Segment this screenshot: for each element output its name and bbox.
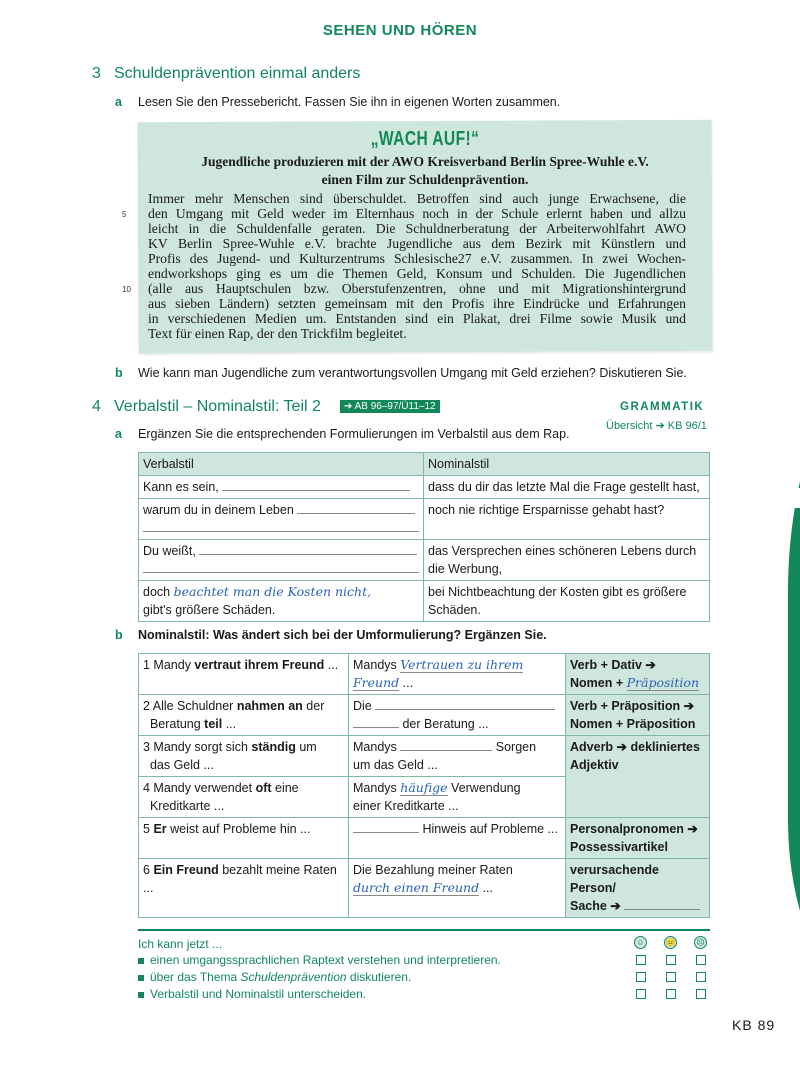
answer-blank[interactable] [297,502,415,514]
press-line-5: Profis des Jugend- und Kulturzentrums Schlesische27 e.V. zusammen. In zwei Wochen- [148,251,686,266]
nominal-cell-3: das Versprechen eines schöneren Lebens durch die Werbung, [424,540,710,581]
line-number-10: 10 [122,285,131,294]
press-line-3: leicht in die Schuldenfalle geraten. Die Schuldnerberatung der Arbeiterwohlfahrt AWO [148,221,686,236]
b-row4-nominal: Mandys häufige Verwendung einer Kreditkarte ... [349,777,566,818]
b-row2-sentence: 2 Alle Schuldner nahmen an der Beratung teil ... [139,695,349,736]
section-title: SEHEN UND HÖREN [322,22,478,39]
b-row6-sentence: 6 Ein Freund bezahlt meine Raten ... [139,859,349,918]
handwritten-answer[interactable]: häufige [400,780,448,795]
checkbox-neutral-3[interactable] [666,989,676,999]
b-row4-sentence: 4 Mandy verwendet oft eine Kreditkarte ... [139,777,349,818]
nominalstil-table [138,653,710,918]
table-row [139,476,710,499]
b-row6-nominal: Die Bezahlung meiner Raten durch einen Freund ... [349,859,566,918]
self-assessment-item-2: über das Thema Schuldenprävention diskutieren. [138,970,411,984]
task-3a-letter: a [115,95,122,109]
press-line-6: endworkshops ging es um die Themen Geld, Konsum und Schulden. Die Jugendlichen [148,266,686,281]
task-3-title: Schuldenprävention einmal anders [114,65,361,82]
answer-blank[interactable] [143,561,419,573]
answer-blank[interactable] [624,898,700,910]
b-row1-nominal: Mandys Vertrauen zu ihrem Freund ... [349,654,566,695]
table-row [139,736,710,777]
bullet-icon [138,975,144,981]
nominal-cell-1: dass du dir das letzte Mal die Frage gestellt hast, [424,476,710,499]
press-line-1: Immer mehr Menschen sind überschuldet. Betroffen sind auch junge Erwachsene, die [148,191,686,206]
nominal-cell-2: noch nie richtige Ersparnisse gehabt hast? [424,499,710,540]
press-subheadline-2: einen Film zur Schuldenprävention. [321,172,529,187]
checkbox-sad-1[interactable] [696,955,706,965]
grammatik-label: GRAMMATIK [620,401,705,413]
task-3-number: 3 [92,65,101,82]
header-nominalstil: Nominalstil [424,453,710,476]
handwritten-answer[interactable]: Freund [353,675,400,690]
answer-blank[interactable] [222,479,410,491]
b-row3-sentence: 3 Mandy sorgt sich ständig um das Geld ... [139,736,349,777]
checkbox-happy-1[interactable] [636,955,646,965]
b-row3-rule: Adverb ➔ dekliniertes Adjektiv [566,736,710,818]
happy-face-icon: ☺ [634,936,647,949]
checkbox-happy-2[interactable] [636,972,646,982]
answer-blank[interactable] [375,698,555,710]
task-4a-instruction: Ergänzen Sie die entsprechenden Formulierungen im Verbalstil aus dem Rap. [138,427,570,441]
verbal-cell-4: doch beachtet man die Kosten nicht, gibt's größere Schäden. [139,581,424,622]
handwritten-answer[interactable]: Präposition [626,675,700,690]
task-4b-instruction: Nominalstil: Was ändert sich bei der Umformulierung? Ergänzen Sie. [138,628,547,642]
checkbox-neutral-1[interactable] [666,955,676,965]
self-assessment-title: Ich kann jetzt ... [138,937,223,951]
table-row [139,818,710,859]
press-line-10: Text für einen Rap, der den Trickfilm begleitet. [148,326,407,341]
workbook-reference-tag: ➔ AB 96–97/Ü11–12 [340,400,440,413]
task-3b-instruction: Wie kann man Jugendliche zum verantwortungsvollen Umgang mit Geld erziehen? Diskutieren Sie. [138,366,687,380]
table-row [139,499,710,540]
press-line-2: den Umgang mit Geld weder im Elternhaus noch in der Schule erlernt haben und allzu [148,206,686,221]
task-4-title: Verbalstil – Nominalstil: Teil 2 [114,398,321,415]
table-row [139,540,710,581]
table-row [139,695,710,736]
checkbox-sad-3[interactable] [696,989,706,999]
self-assessment-item-3: Verbalstil und Nominalstil unterscheiden. [138,987,366,1001]
verbal-cell-2: warum du in deinem Leben [139,499,424,540]
verbalstil-table [138,452,710,622]
b-row6-rule: verursachende Person/ Sache ➔ [566,859,710,918]
task-3a-instruction: Lesen Sie den Pressebericht. Fassen Sie ihn in eigenen Worten zusammen. [138,95,561,109]
b-row1-rule: Verb + Dativ ➔ Nomen + Präposition [566,654,710,695]
verbal-cell-3: Du weißt, [139,540,424,581]
verbal-cell-1: Kann es sein, [139,476,424,499]
handwritten-answer[interactable]: durch einen Freund [353,880,480,895]
bullet-icon [138,958,144,964]
table-row [139,654,710,695]
overview-reference: Übersicht ➔ KB 96/1 [606,420,707,432]
chapter-number: 7 [760,446,785,495]
bullet-icon [138,992,144,998]
neutral-face-icon: 😐 [665,938,676,947]
handwritten-answer[interactable]: Vertrauen zu ihrem [400,657,524,672]
table-row [139,581,710,622]
nominal-cell-4: bei Nichtbeachtung der Kosten gibt es größere Schäden. [424,581,710,622]
checkbox-sad-2[interactable] [696,972,706,982]
answer-blank[interactable] [199,543,417,555]
press-line-7: (alle aus Hauptschulen bzw. Oberstufenzentren, ohne und mit Migrationshintergrund [148,281,686,296]
table-row [139,859,710,918]
b-row5-sentence: 5 Er weist auf Probleme hin ... [139,818,349,859]
sad-face-icon: ☹ [694,936,707,949]
press-subheadline-1: Jugendliche produzieren mit der AWO Kreisverband Berlin Spree-Wuhle e.V. [201,154,649,169]
press-line-4: KV Berlin Spree-Wuhle e.V. brachte Jugendliche aus dem Bezirk mit Künstlern und [148,236,686,251]
line-number-5: 5 [122,210,127,219]
b-row3-nominal: Mandys Sorgen um das Geld ... [349,736,566,777]
press-line-8: aus sieben Ländern) setzten gemeinsam mit den Profis ihre Eindrücke und Erfahrungen [148,296,686,311]
checkbox-happy-3[interactable] [636,989,646,999]
b-row2-nominal: Die der Beratung ... [349,695,566,736]
checkbox-neutral-2[interactable] [666,972,676,982]
answer-blank[interactable] [353,716,399,728]
self-assessment-item-1: einen umgangssprachlichen Raptext verstehen und interpretieren. [138,953,501,967]
answer-blank[interactable] [143,520,419,532]
b-row2-rule: Verb + Präposition ➔ Nomen + Präposition [566,695,710,736]
answer-blank[interactable] [400,739,492,751]
task-4a-letter: a [115,427,122,441]
b-row5-rule: Personalpronomen ➔ Possessivartikel [566,818,710,859]
press-line-9: in verschiedenen Medien um. Entstanden sind ein Plakat, drei Filme sowie Musik und [148,311,686,326]
b-row5-nominal: Hinweis auf Probleme ... [349,818,566,859]
task-4-number: 4 [92,398,101,415]
task-4b-letter: b [115,628,123,642]
self-assessment-divider [138,929,710,931]
handwritten-answer[interactable]: beachtet man die Kosten nicht, [173,584,372,599]
answer-blank[interactable] [353,821,419,833]
b-row1-sentence: 1 Mandy vertraut ihrem Freund ... [139,654,349,695]
page-number: KB 89 [732,1017,776,1033]
header-verbalstil: Verbalstil [139,453,424,476]
press-headline: „WACH AUF!“ [370,128,480,150]
task-3b-letter: b [115,366,123,380]
